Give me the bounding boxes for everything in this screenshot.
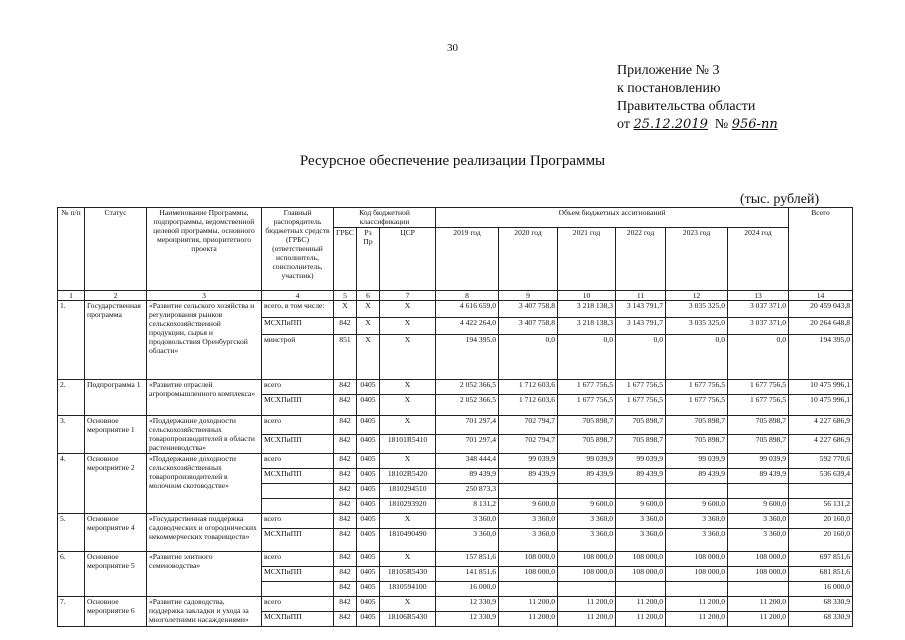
appendix-line-1: Приложение № 3 [617, 63, 720, 78]
row-year-value: 108 000,0 [499, 567, 558, 582]
row-number: 4. [58, 454, 85, 514]
row-rzpr: 0405 [357, 469, 380, 484]
row-year-value: 8 131,2 [436, 499, 499, 514]
row-admin: всего [262, 416, 334, 435]
row-year-value: 99 039,9 [499, 454, 558, 469]
row-year-value: 3 035 325,0 [666, 301, 728, 318]
row-year-value: 705 898,7 [666, 435, 728, 454]
row-grbs: 842 [334, 435, 357, 454]
row-year-value: 705 898,7 [558, 435, 616, 454]
row-admin [262, 499, 334, 514]
row-year-value [616, 582, 666, 597]
row-grbs: 842 [334, 318, 357, 335]
row-year-value: 89 439,9 [666, 469, 728, 484]
header-csr: ЦСР [380, 227, 436, 290]
row-status: Основное мероприятие 2 [85, 454, 147, 514]
row-number: 1. [58, 301, 85, 380]
row-name: «Поддержание доходности сельскохозяйственных товаропроизводителей в области растениеводства» [147, 416, 262, 454]
row-year-value: 705 898,7 [728, 416, 789, 435]
header-no: № п/п [58, 208, 85, 291]
row-number: 2. [58, 380, 85, 416]
handwritten-date: 25.12.2019 [633, 117, 708, 132]
row-year-value: 11 200,0 [666, 597, 728, 612]
row-year-value: 9 600,0 [666, 499, 728, 514]
row-admin: МСХПиПП [262, 529, 334, 552]
row-year-value: 3 143 791,7 [616, 318, 666, 335]
row-rzpr: 0405 [357, 416, 380, 435]
row-number: 3. [58, 416, 85, 454]
row-grbs: 842 [334, 469, 357, 484]
row-name: «Развитие отраслей агропромышленного комплекса» [147, 380, 262, 416]
row-year-value: 2 052 366,5 [436, 380, 499, 395]
resource-table [57, 207, 853, 627]
row-year-value: 89 439,9 [499, 469, 558, 484]
header-row-1 [58, 208, 853, 228]
row-year-value [616, 484, 666, 499]
row-rzpr: 0405 [357, 484, 380, 499]
row-year-value: 3 360,0 [558, 529, 616, 552]
row-name: «Развитие элитного семеноводства» [147, 552, 262, 597]
row-year-value: 157 851,6 [436, 552, 499, 567]
row-total-value: 68 330,9 [789, 612, 853, 627]
row-csr: X [380, 454, 436, 469]
row-total-value: 536 639,4 [789, 469, 853, 484]
column-number-row [58, 291, 853, 301]
row-year-value: 3 037 371,0 [728, 301, 789, 318]
row-year-value: 1 677 756,5 [616, 395, 666, 416]
row-csr: 18106R5430 [380, 612, 436, 627]
appendix-block [617, 62, 778, 134]
row-grbs: 842 [334, 582, 357, 597]
row-total-value: 194 395,0 [789, 335, 853, 380]
row-rzpr: 0405 [357, 454, 380, 469]
row-grbs: 842 [334, 416, 357, 435]
col-number: 12 [666, 291, 728, 301]
row-year-value: 3 360,0 [558, 514, 616, 529]
col-number: 7 [380, 291, 436, 301]
row-grbs: 842 [334, 380, 357, 395]
row-number: 6. [58, 552, 85, 597]
row-year-value: 108 000,0 [616, 552, 666, 567]
row-year-value: 89 439,9 [616, 469, 666, 484]
appendix-line-3: Правительства области [617, 99, 756, 114]
row-year-value: 705 898,7 [558, 416, 616, 435]
row-year-value: 11 200,0 [558, 612, 616, 627]
table-row [58, 597, 853, 612]
row-year-value: 11 200,0 [558, 597, 616, 612]
row-year-value: 3 360,0 [666, 514, 728, 529]
row-year-value: 99 039,9 [666, 454, 728, 469]
header-rzpr: Рз Пр [357, 227, 380, 290]
row-grbs: 842 [334, 454, 357, 469]
row-csr: 18105R5430 [380, 567, 436, 582]
row-csr: 1810294510 [380, 484, 436, 499]
row-year-value: 1 677 756,5 [666, 380, 728, 395]
row-csr: X [380, 301, 436, 318]
row-rzpr: 0405 [357, 529, 380, 552]
appendix-date-line [617, 116, 778, 134]
row-year-value: 11 200,0 [616, 612, 666, 627]
row-grbs: 842 [334, 499, 357, 514]
document-title: Ресурсное обеспечение реализации Программы [299, 153, 606, 169]
header-year: 2019 год [436, 227, 499, 290]
row-year-value: 3 360,0 [728, 529, 789, 552]
table-row [58, 552, 853, 567]
row-admin: минстрой [262, 335, 334, 380]
row-year-value: 3 218 138,3 [558, 301, 616, 318]
row-grbs: 842 [334, 395, 357, 416]
row-year-value: 141 851,6 [436, 567, 499, 582]
row-year-value: 1 677 756,5 [728, 380, 789, 395]
header-year: 2022 год [616, 227, 666, 290]
row-rzpr: 0405 [357, 567, 380, 582]
row-year-value: 99 039,9 [728, 454, 789, 469]
row-admin: МСХПиПП [262, 435, 334, 454]
row-csr: X [380, 597, 436, 612]
row-total-value: 681 851,6 [789, 567, 853, 582]
row-year-value: 3 360,0 [728, 514, 789, 529]
row-year-value: 11 200,0 [666, 612, 728, 627]
row-grbs: 842 [334, 529, 357, 552]
col-number: 8 [436, 291, 499, 301]
row-year-value: 108 000,0 [666, 552, 728, 567]
row-year-value: 108 000,0 [558, 567, 616, 582]
row-year-value: 250 873,3 [436, 484, 499, 499]
appendix-line-2: к постановлению [617, 81, 721, 96]
header-year: 2024 год [728, 227, 789, 290]
row-csr: 1810594100 [380, 582, 436, 597]
row-status: Основное мероприятие 5 [85, 552, 147, 597]
row-total-value: 697 851,6 [789, 552, 853, 567]
row-csr: 18102R5420 [380, 469, 436, 484]
row-rzpr: 0405 [357, 582, 380, 597]
row-grbs: 842 [334, 484, 357, 499]
row-year-value: 701 297,4 [436, 435, 499, 454]
header-budget-code: Код бюджетной классификации [334, 208, 436, 228]
row-year-value: 108 000,0 [616, 567, 666, 582]
row-rzpr: 0405 [357, 612, 380, 627]
row-year-value: 702 794,7 [499, 435, 558, 454]
row-year-value: 4 422 264,0 [436, 318, 499, 335]
row-admin: МСХПиПП [262, 567, 334, 582]
table-row [58, 416, 853, 435]
row-year-value: 3 360,0 [436, 529, 499, 552]
row-admin: всего [262, 597, 334, 612]
header-volume: Объем бюджетных ассигнований [436, 208, 789, 228]
header-grbs: ГРБС [334, 227, 357, 290]
row-name: «Поддержание доходности сельскохозяйственных товаропроизводителей в молочном скотоводстве» [147, 454, 262, 514]
row-total-value: 16 000,0 [789, 582, 853, 597]
row-year-value: 3 360,0 [616, 529, 666, 552]
row-rzpr: X [357, 335, 380, 380]
row-year-value: 1 677 756,5 [728, 395, 789, 416]
row-year-value [499, 582, 558, 597]
row-status: Основное мероприятие 4 [85, 514, 147, 552]
row-year-value: 11 200,0 [728, 597, 789, 612]
row-year-value: 89 439,9 [436, 469, 499, 484]
row-csr: 1810293920 [380, 499, 436, 514]
table-row [58, 514, 853, 529]
row-year-value: 9 600,0 [728, 499, 789, 514]
row-admin: МСХПиПП [262, 395, 334, 416]
header-year: 2023 год [666, 227, 728, 290]
row-total-value: 10 475 996,1 [789, 380, 853, 395]
row-csr: X [380, 416, 436, 435]
row-csr: 18101R5410 [380, 435, 436, 454]
col-number: 4 [262, 291, 334, 301]
row-year-value [558, 582, 616, 597]
row-year-value: 705 898,7 [666, 416, 728, 435]
row-total-value: 20 160,0 [789, 514, 853, 529]
row-grbs: X [334, 301, 357, 318]
row-rzpr: 0405 [357, 514, 380, 529]
row-rzpr: 0405 [357, 380, 380, 395]
table-row [58, 380, 853, 395]
row-year-value: 99 039,9 [558, 454, 616, 469]
col-number: 2 [85, 291, 147, 301]
row-csr: X [380, 380, 436, 395]
row-rzpr: 0405 [357, 499, 380, 514]
row-year-value: 2 052 366,5 [436, 395, 499, 416]
row-year-value: 108 000,0 [728, 552, 789, 567]
row-status: Подпрограмма 1 [85, 380, 147, 416]
row-year-value: 3 360,0 [436, 514, 499, 529]
row-year-value: 3 037 371,0 [728, 318, 789, 335]
row-grbs: 842 [334, 552, 357, 567]
row-year-value: 12 330,9 [436, 597, 499, 612]
row-name: «Государственная поддержка садоводческих и огороднических некоммерческих товариществ» [147, 514, 262, 552]
row-year-value: 1 677 756,5 [558, 395, 616, 416]
col-number: 6 [357, 291, 380, 301]
number-prefix: № [714, 117, 729, 132]
row-total-value: 20 459 043,8 [789, 301, 853, 318]
row-year-value: 11 200,0 [728, 612, 789, 627]
header-admin: Главный распорядитель бюджетных средств (ГРБС) (ответственный исполнитель, соисполнитель, участник) [262, 208, 334, 291]
row-total-value: 592 770,6 [789, 454, 853, 469]
row-total-value: 10 475 996,1 [789, 395, 853, 416]
row-year-value: 1 677 756,5 [616, 380, 666, 395]
header-name: Наименование Программы, подпрограммы, ведомственной целевой программы, основного мероприятия, приоритетного проекта [147, 208, 262, 291]
row-year-value: 0,0 [558, 335, 616, 380]
row-year-value: 0,0 [666, 335, 728, 380]
row-status: Государственная программа [85, 301, 147, 380]
row-csr: X [380, 335, 436, 380]
row-csr: X [380, 318, 436, 335]
row-year-value: 108 000,0 [666, 567, 728, 582]
row-year-value: 11 200,0 [499, 597, 558, 612]
date-prefix: от [617, 117, 630, 132]
row-year-value: 1 712 603,6 [499, 395, 558, 416]
row-rzpr: X [357, 301, 380, 318]
row-total-value: 20 264 648,8 [789, 318, 853, 335]
row-year-value [499, 484, 558, 499]
row-year-value: 12 330,9 [436, 612, 499, 627]
col-number: 3 [147, 291, 262, 301]
row-year-value: 99 039,9 [616, 454, 666, 469]
row-grbs: 842 [334, 514, 357, 529]
row-total-value: 4 227 686,9 [789, 435, 853, 454]
row-year-value: 3 360,0 [616, 514, 666, 529]
row-total-value: 68 330,9 [789, 597, 853, 612]
row-year-value: 3 407 758,8 [499, 301, 558, 318]
row-year-value: 9 600,0 [558, 499, 616, 514]
row-admin: МСХПиПП [262, 612, 334, 627]
row-year-value: 194 395,0 [436, 335, 499, 380]
row-year-value: 11 200,0 [616, 597, 666, 612]
row-admin [262, 582, 334, 597]
row-admin: МСХПиПП [262, 318, 334, 335]
row-year-value [728, 582, 789, 597]
col-number: 14 [789, 291, 853, 301]
unit-label: (тыс. рублей) [740, 192, 820, 207]
row-admin: МСХПиПП [262, 469, 334, 484]
row-grbs: 851 [334, 335, 357, 380]
row-year-value [558, 484, 616, 499]
row-year-value: 0,0 [616, 335, 666, 380]
row-admin [262, 484, 334, 499]
table-row [58, 301, 853, 318]
row-year-value [666, 484, 728, 499]
row-csr: X [380, 395, 436, 416]
row-rzpr: 0405 [357, 435, 380, 454]
row-total-value: 56 131,2 [789, 499, 853, 514]
row-year-value: 348 444,4 [436, 454, 499, 469]
row-grbs: 842 [334, 612, 357, 627]
row-year-value: 89 439,9 [558, 469, 616, 484]
row-rzpr: 0405 [357, 552, 380, 567]
row-year-value: 0,0 [728, 335, 789, 380]
row-rzpr: 0405 [357, 395, 380, 416]
row-year-value: 108 000,0 [558, 552, 616, 567]
col-number: 9 [499, 291, 558, 301]
row-status: Основное мероприятие 1 [85, 416, 147, 454]
row-name: «Развитие сельского хозяйства и регулирования рынков сельскохозяйственной продукции, сырья и продовольствия Оренбургской области» [147, 301, 262, 380]
row-year-value: 705 898,7 [616, 416, 666, 435]
row-year-value: 11 200,0 [499, 612, 558, 627]
row-year-value: 3 218 138,3 [558, 318, 616, 335]
row-year-value: 3 360,0 [499, 514, 558, 529]
row-year-value: 1 677 756,5 [558, 380, 616, 395]
row-year-value [666, 582, 728, 597]
row-year-value: 3 407 758,8 [499, 318, 558, 335]
row-year-value: 701 297,4 [436, 416, 499, 435]
row-year-value: 108 000,0 [728, 567, 789, 582]
row-year-value: 108 000,0 [499, 552, 558, 567]
header-year: 2020 год [499, 227, 558, 290]
row-year-value: 705 898,7 [616, 435, 666, 454]
handwritten-number: 956-пп [731, 117, 778, 132]
col-number: 13 [728, 291, 789, 301]
row-rzpr: X [357, 318, 380, 335]
row-year-value: 3 035 325,0 [666, 318, 728, 335]
row-admin: всего [262, 552, 334, 567]
table-row [58, 454, 853, 469]
header-total: Всего [789, 208, 853, 291]
header-year: 2021 год [558, 227, 616, 290]
row-rzpr: 0405 [357, 597, 380, 612]
row-name: «Развитие садоводства, поддержка закладки и ухода за многолетними насаждениями» [147, 597, 262, 627]
row-total-value: 20 160,0 [789, 529, 853, 552]
col-number: 1 [58, 291, 85, 301]
row-year-value: 3 360,0 [499, 529, 558, 552]
table-body [58, 301, 853, 627]
row-year-value: 9 600,0 [499, 499, 558, 514]
row-year-value: 89 439,9 [728, 469, 789, 484]
row-grbs: 842 [334, 597, 357, 612]
row-year-value: 3 360,0 [666, 529, 728, 552]
row-number: 7. [58, 597, 85, 627]
row-year-value: 702 794,7 [499, 416, 558, 435]
row-status: Основное мероприятие 6 [85, 597, 147, 627]
header-status: Статус [85, 208, 147, 291]
col-number: 11 [616, 291, 666, 301]
row-csr: X [380, 552, 436, 567]
row-total-value: 4 227 686,9 [789, 416, 853, 435]
row-grbs: 842 [334, 567, 357, 582]
row-year-value: 0,0 [499, 335, 558, 380]
row-year-value: 3 143 791,7 [616, 301, 666, 318]
row-csr: 1810490490 [380, 529, 436, 552]
row-total-value [789, 484, 853, 499]
row-admin: всего [262, 514, 334, 529]
col-number: 10 [558, 291, 616, 301]
row-csr: X [380, 514, 436, 529]
row-year-value: 1 712 603,6 [499, 380, 558, 395]
page-number: 30 [447, 42, 458, 54]
row-year-value: 1 677 756,5 [666, 395, 728, 416]
row-admin: всего, в том числе: [262, 301, 334, 318]
row-year-value: 4 616 659,0 [436, 301, 499, 318]
row-year-value [728, 484, 789, 499]
row-year-value: 705 898,7 [728, 435, 789, 454]
row-year-value: 9 600,0 [616, 499, 666, 514]
row-admin: всего [262, 454, 334, 469]
col-number: 5 [334, 291, 357, 301]
row-admin: всего [262, 380, 334, 395]
row-year-value: 16 000,0 [436, 582, 499, 597]
row-number: 5. [58, 514, 85, 552]
